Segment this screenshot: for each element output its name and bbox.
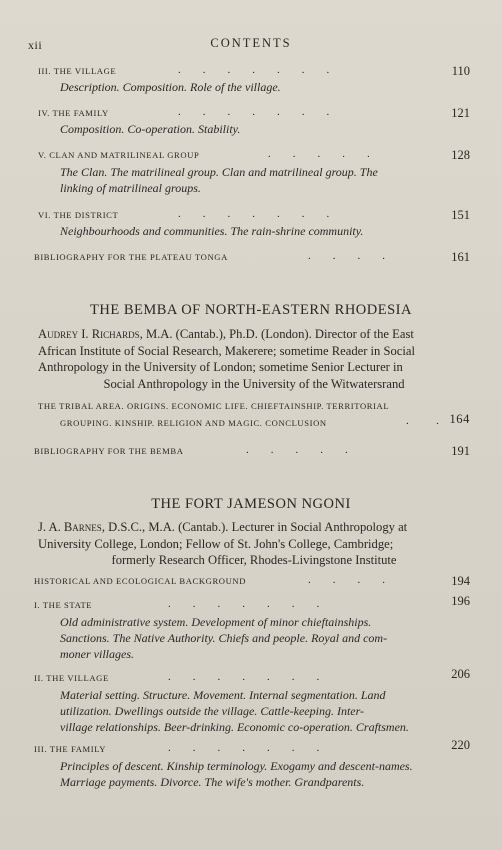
entry-page: 151 — [451, 208, 470, 222]
leader-dots: . . . . . — [246, 444, 348, 456]
entry-description: The Clan. The matrilineal group. Clan and matrilineal group. The linking of matrilineal groups. — [60, 165, 378, 195]
entry-title: BIBLIOGRAPHY FOR THE PLATEAU TONGA — [34, 252, 228, 262]
entry-page: 164 — [449, 412, 470, 426]
author-ngoni: J. A. Barnes, D.S.C., M.A. (Cantab.). Lecturer in Social Anthropology at University College, London; Fellow of St. John's College, Cambridge; formerly Research Officer, Rhodes-Livingstone Institute — [38, 520, 408, 567]
leader-dots: . . . . . — [268, 148, 370, 160]
entry-title-line: GROUPING. KINSHIP. RELIGION AND MAGIC. CONCLUSION — [60, 418, 327, 428]
leader-dots: . . . . — [308, 250, 385, 262]
author-name: Audrey I. Richards — [38, 327, 140, 341]
leader-dots: . . . . . . . — [178, 64, 330, 76]
leader-dots: . . . . . . . — [178, 208, 330, 220]
author-name: J. A. Barnes — [38, 520, 102, 534]
entry-title: IV. THE FAMILY — [38, 108, 109, 118]
entry-description: Neighbourhoods and communities. The rain-shrine community. — [60, 224, 364, 238]
toc-entry-bemba-main — [38, 398, 470, 432]
entry-description: Old administrative system. Development of minor chieftainships. Sanctions. The Native Authority. Chiefs and people. Royal and com- moner villages. — [60, 615, 388, 661]
section-title-bemba: THE BEMBA OF NORTH-EASTERN RHODESIA — [90, 302, 412, 318]
entry-description: Principles of descent. Kinship terminology. Exogamy and descent-names. Marriage payments. Divorce. The wife's mother. Grandparents. — [60, 759, 413, 789]
entry-title: VI. THE DISTRICT — [38, 210, 119, 220]
entry-page: 121 — [451, 106, 470, 120]
page-header — [0, 34, 502, 54]
leader-dots: . . . . . . . — [168, 598, 320, 610]
entry-page: 220 — [451, 738, 470, 752]
toc-entry-ngoni-family — [34, 738, 470, 789]
page-number: xii — [28, 38, 43, 52]
entry-title: II. THE VILLAGE — [34, 673, 109, 683]
toc-entry-village — [38, 64, 470, 94]
toc-entry-ngoni-village — [34, 667, 470, 734]
entry-title: I. THE STATE — [34, 600, 93, 610]
leader-dots: . . . . . . . — [168, 742, 320, 754]
entry-description: Composition. Co-operation. Stability. — [60, 122, 241, 136]
entry-title-line: THE TRIBAL AREA. ORIGINS. ECONOMIC LIFE. CHIEFTAINSHIP. TERRITORIAL — [38, 401, 390, 411]
entry-page: 194 — [451, 574, 470, 588]
entry-title: III. THE FAMILY — [34, 744, 107, 754]
toc-entry-bibliography-tonga — [34, 250, 470, 268]
leader-dots: . . . . . . . — [178, 106, 330, 118]
leader-dots: . . . . . . . — [168, 671, 320, 683]
entry-page: 110 — [451, 64, 470, 78]
toc-entry-family — [38, 106, 470, 136]
entry-description: Material setting. Structure. Movement. Internal segmentation. Land utilization. Dwellings outside the village. Cattle-keeping. Inter- village relationships. Beer-drinking. Economic co-operation. Craftsmen. — [60, 688, 409, 734]
entry-description: Description. Composition. Role of the village. — [60, 80, 281, 94]
entry-title: V. CLAN AND MATRILINEAL GROUP — [38, 150, 200, 160]
section-title-ngoni: THE FORT JAMESON NGONI — [151, 496, 351, 512]
toc-entry-background — [34, 574, 470, 592]
toc-entry-clan — [38, 148, 470, 195]
entry-page: 206 — [451, 667, 470, 681]
entry-page: 128 — [451, 148, 470, 162]
page-title: CONTENTS — [210, 36, 292, 50]
leader-dots: . . . . — [308, 574, 385, 586]
toc-entry-state — [34, 594, 470, 661]
toc-entry-bibliography-bemba — [34, 444, 470, 462]
entry-title: III. THE VILLAGE — [38, 66, 117, 76]
entry-page: 191 — [451, 444, 470, 458]
toc-entry-district — [38, 208, 470, 238]
entry-page: 161 — [451, 250, 470, 264]
author-bemba: Audrey I. Richards, M.A. (Cantab.), Ph.D. (London). Director of the East African Institute of Social Research, Makerere; sometime Reader in Social Anthropology in the University of London; sometime Senior Lecturer in Social Anthropology in the University of the Witwatersrand — [38, 327, 415, 391]
leader-dots: . . — [406, 415, 440, 427]
entry-title: BIBLIOGRAPHY FOR THE BEMBA — [34, 446, 184, 456]
entry-title: HISTORICAL AND ECOLOGICAL BACKGROUND — [34, 576, 247, 586]
entry-page: 196 — [451, 594, 470, 608]
